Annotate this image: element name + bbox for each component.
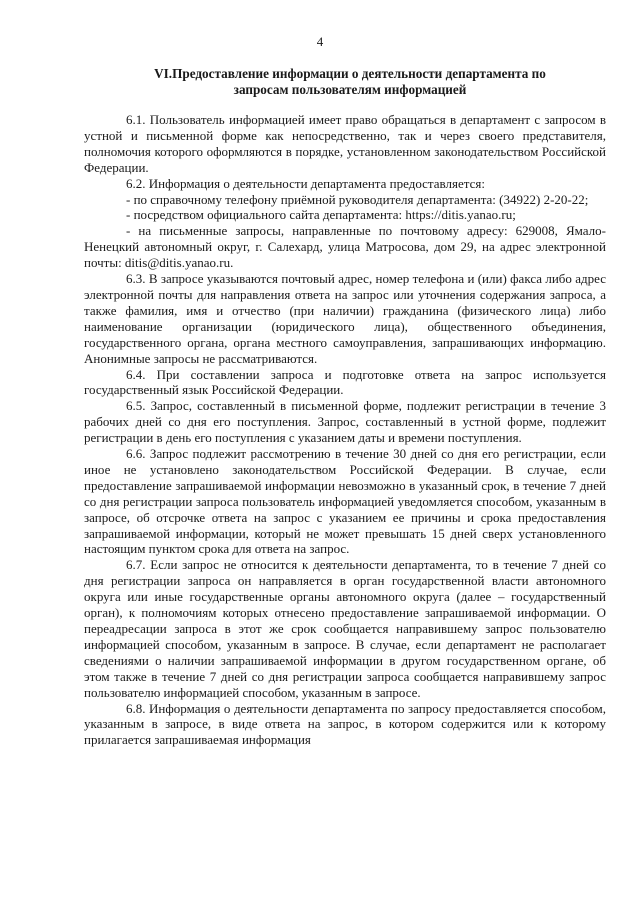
paragraph-6-2: 6.2. Информация о деятельности департамента предоставляется: bbox=[126, 175, 485, 191]
paragraph-6-1: 6.1. Пользователь информацией имеет право обращаться в департамент с запросом в устной и письменной форме как непосредственно, так и через своего представителя, полномочия которого оформляются в порядке, установленном законодательством Российской Федерации. bbox=[84, 112, 606, 175]
paragraph-6-7: 6.7. Если запрос не относится к деятельности департамента, то в течение 7 дней со дня регистрации запроса он направляется в орган государственной власти автономного округа или иные государственные органы автономного округа (далее – государственный орган), к полномочиям которых отнесено предоставление запрашиваемой информации. О переадресации запроса в этот же срок сообщается направившему запрос пользователю информацией способом, указанным в запросе. В случае, если департамент не располагает сведениями о наличии запрашиваемой информации в другом государственном органе, об этом также в течение 7 дней со дня регистрации запроса сообщается направившему запрос пользователю информацией способом, указанным в запросе. bbox=[84, 557, 606, 700]
list-item-phone: - по справочному телефону приёмной руководителя департамента: (34922) 2-20-22; bbox=[126, 191, 589, 207]
paragraph-6-3: 6.3. В запросе указываются почтовый адрес, номер телефона и (или) факса либо адрес электронной почты для направления ответа на запрос или уточнения содержания запроса, а также фамилия, имя и отчество (при наличии) гражданина (физического лица) либо наименование организации (юридического лица), общественного объединения, государственного органа, органа местного самоуправления, запрашивающих информацию. Анонимные запросы не рассматриваются. bbox=[84, 271, 606, 366]
paragraph-6-6: 6.6. Запрос подлежит рассмотрению в течение 30 дней со дня его регистрации, если иное не установлено законодательством Российской Федерации. В случае, если предоставление запрашиваемой информации невозможно в указанный срок, в течение 7 дней со дня регистрации запроса пользователь информацией уведомляется способом, указанным в запросе, об отсрочке ответа на запрос с указанием ее причины и срока предоставления запрашиваемой информации, который не может превышать 15 дней сверх установленного настоящим пунктом срока для ответа на запрос. bbox=[84, 446, 606, 557]
section-title-line-2: запросам пользователям информацией bbox=[233, 82, 467, 97]
section-title bbox=[105, 66, 595, 98]
document-body bbox=[84, 112, 606, 748]
list-item-website: - посредством официального сайта департамента: https://ditis.yanao.ru; bbox=[126, 207, 516, 223]
list-item-postal: - на письменные запросы, направленные по почтовому адресу: 629008, Ямало-Ненецкий автономный округ, г. Салехард, улица Матросова, дом 29, на адрес электронной почты: ditis@ditis.yanao.ru. bbox=[84, 223, 606, 271]
page-number: 4 bbox=[316, 34, 324, 49]
paragraph-6-5: 6.5. Запрос, составленный в письменной форме, подлежит регистрации в течение 3 рабочих дней со дня его поступления. Запрос, составленный в устной форме, подлежит регистрации в день его поступления с указанием даты и времени поступления. bbox=[84, 398, 606, 446]
paragraph-6-8: 6.8. Информация о деятельности департамента по запросу предоставляется способом, указанным в запросе, в виде ответа на запрос, в котором содержится или к которому прилагается запрашиваемая информация bbox=[84, 700, 606, 748]
paragraph-6-4: 6.4. При составлении запроса и подготовке ответа на запрос используется государственный язык Российской Федерации. bbox=[84, 366, 606, 398]
section-title-line-1: VI.Предоставление информации о деятельности департамента по bbox=[154, 66, 546, 81]
